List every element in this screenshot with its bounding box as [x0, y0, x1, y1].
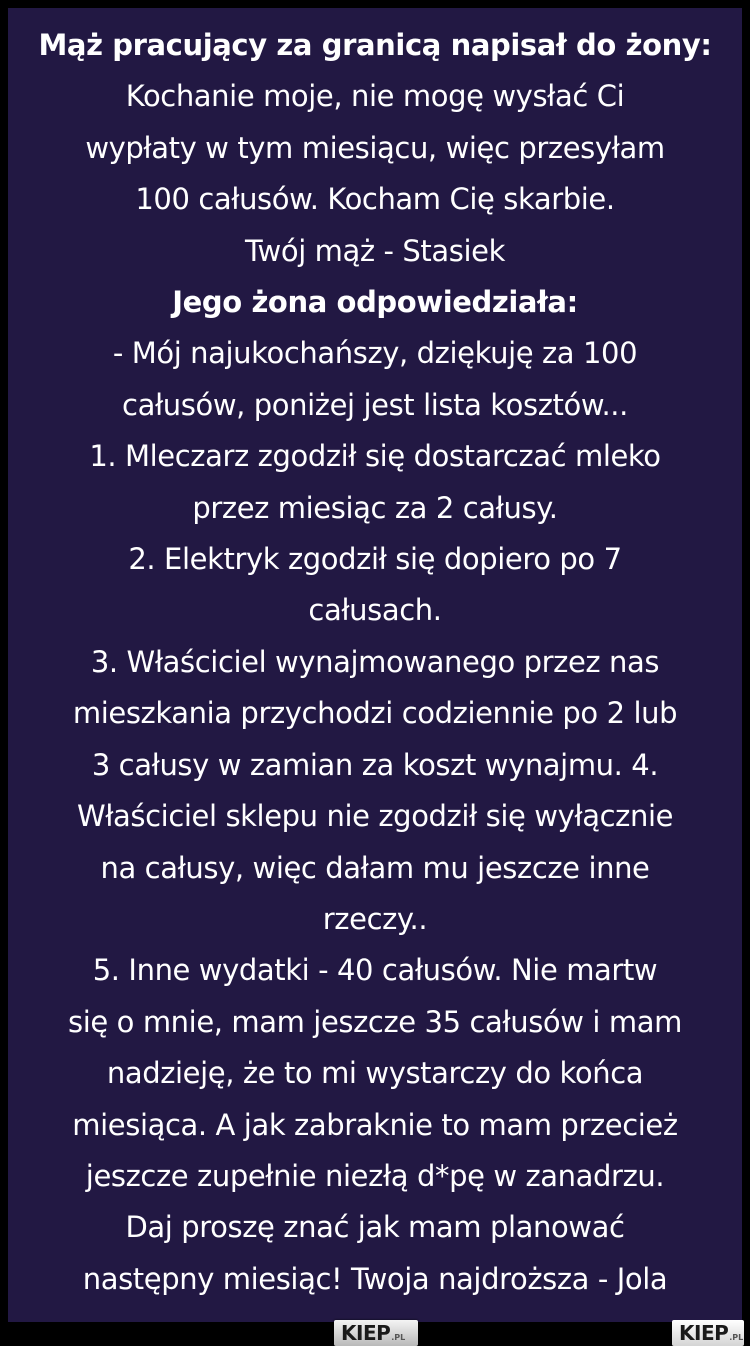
text-line: rzeczy.. [322, 901, 428, 936]
text-line: przez miesiąc za 2 całusy. [192, 490, 558, 525]
heading-line: Jego żona odpowiedziała: [172, 285, 578, 320]
text-line: 2. Elektryk zgodził się dopiero po 7 [128, 542, 622, 577]
watermark-logo-text: KIEP [341, 1321, 391, 1345]
heading-line: Mąż pracujący za granicą napisał do żony: [38, 28, 712, 62]
text-line: Twój mąż - Stasiek [245, 233, 505, 268]
text-line: 3 całusy w zamian za koszt wynajmu. 4. [91, 747, 659, 782]
text-line: się o mnie, mam jeszcze 35 całusów i mam [68, 1004, 682, 1039]
kiep-watermark-center [334, 1320, 418, 1346]
watermark-logo-text: KIEP [679, 1321, 729, 1345]
text-line: jeszcze zupełnie niezłą d*pę w zanadrzu. [85, 1158, 665, 1193]
text-line: następny miesiąc! Twoja najdroższa - Jola [82, 1261, 668, 1296]
text-line: - Mój najukochańszy, dziękuję za 100 [112, 336, 638, 371]
watermark-logo-suffix: .PL [391, 1333, 406, 1342]
text-line: Kochanie moje, nie mogę wysłać Ci [125, 79, 625, 114]
text-line: całusach. [308, 593, 442, 628]
text-line: 5. Inne wydatki - 40 całusów. Nie martw [92, 953, 658, 988]
meme-text [8, 20, 742, 1305]
text-line: 100 całusów. Kocham Cię skarbie. [135, 182, 615, 217]
watermark-logo-suffix: .PL [729, 1333, 744, 1342]
text-line: Daj proszę znać jak mam planować [125, 1210, 625, 1245]
text-line: Właściciel sklepu nie zgodził się wyłącznie [76, 799, 674, 834]
text-line: nadzieję, że to mi wystarczy do końca [106, 1056, 644, 1091]
text-line: miesiąca. A jak zabraknie to mam przecież [72, 1107, 678, 1142]
text-line: mieszkania przychodzi codziennie po 2 lub [72, 696, 678, 731]
text-line: wypłaty w tym miesiącu, więc przesyłam [85, 130, 665, 165]
text-line: całusów, poniżej jest lista kosztów... [122, 387, 628, 422]
text-line: 1. Mleczarz zgodził się dostarczać mleko [89, 439, 661, 474]
text-line: 3. Właściciel wynajmowanego przez nas [90, 644, 660, 679]
kiep-watermark-corner [672, 1320, 744, 1346]
text-line: na całusy, więc dałam mu jeszcze inne [100, 850, 650, 885]
